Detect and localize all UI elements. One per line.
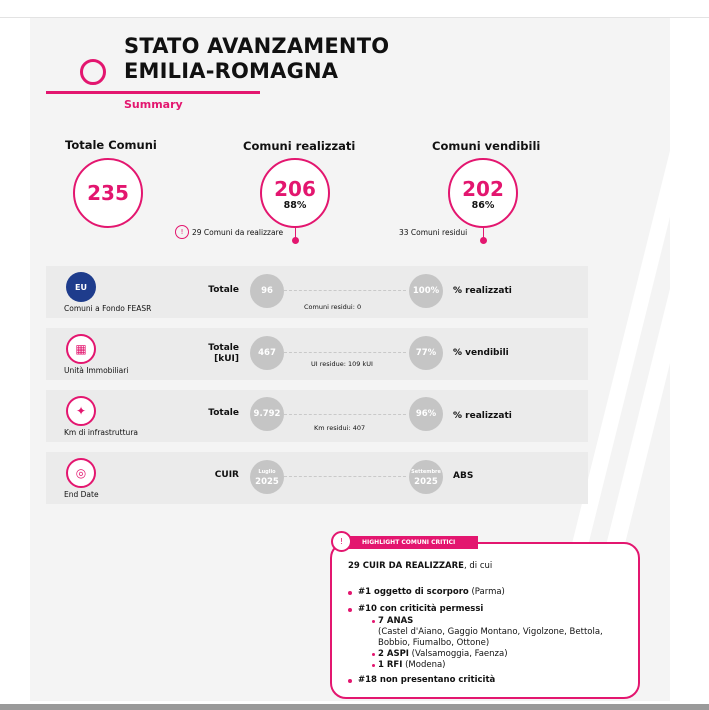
highlight-subitem: 2 ASPI (Valsamoggia, Faenza)	[378, 649, 508, 659]
network-icon: ✦	[66, 396, 96, 426]
row-total-label: CUIR	[214, 470, 239, 480]
bullet-icon	[348, 608, 352, 612]
kpi-realized-circle	[260, 158, 330, 228]
kpi-realized-note: 29 Comuni da realizzare	[192, 228, 284, 237]
kpi-label-total: Totale Comuni	[65, 138, 157, 152]
row-pct-circle: 96%	[409, 397, 443, 431]
highlight-subitem-detail: Bobbio, Fiumalbo, Ottone)	[378, 638, 490, 648]
row-total-label: Totale	[208, 285, 239, 295]
highlight-item: #1 oggetto di scorporo (Parma)	[358, 587, 505, 597]
highlight-item: #10 con criticità permessi	[358, 604, 484, 614]
target-icon: ◎	[66, 458, 96, 488]
row-divider	[284, 352, 406, 353]
row-pct-circle: 77%	[409, 336, 443, 370]
bullet-icon	[372, 664, 375, 667]
row-divider	[284, 290, 406, 291]
row-residual: Comuni residui: 0	[304, 303, 362, 311]
row-value-circle: 467	[250, 336, 284, 370]
warning-icon: !	[175, 225, 189, 239]
row-residual: UI residue: 109 kUI	[311, 360, 373, 368]
bullet-icon	[348, 591, 352, 595]
section-subtitle: Summary	[124, 98, 183, 111]
highlight-subitem: 7 ANAS	[378, 616, 414, 626]
row-value-circle: 96	[250, 274, 284, 308]
highlight-title: HIGHLIGHT COMUNI CRITICI	[348, 536, 478, 549]
kpi-total-circle	[73, 158, 143, 228]
row-divider	[284, 414, 406, 415]
alert-icon: !	[331, 531, 352, 552]
row-label: End Date	[64, 490, 99, 499]
metric-row-km	[46, 390, 588, 442]
row-pct-label: % realizzati	[453, 411, 512, 421]
kpi-label-realized: Comuni realizzati	[243, 139, 356, 153]
building-icon: ▦	[66, 334, 96, 364]
kpi-realized-value: 206	[274, 177, 316, 201]
metric-row-end-date	[46, 452, 588, 504]
start-date-circle: Luglio 2025	[250, 460, 284, 494]
row-value-circle: 9.792	[250, 397, 284, 431]
row-total-label: Totale [kUI]	[208, 343, 239, 364]
bullet-icon	[372, 653, 375, 656]
highlight-intro: 29 CUIR DA REALIZZARE, di cui	[348, 561, 493, 571]
bullet-icon	[348, 679, 352, 683]
kpi-label-sellable: Comuni vendibili	[432, 139, 541, 153]
highlight-item: #18 non presentano criticità	[358, 675, 496, 685]
row-residual: Km residui: 407	[314, 424, 366, 432]
kpi-sellable-circle	[448, 158, 518, 228]
kpi-sellable-pct: 86%	[471, 200, 495, 211]
row-label: Km di infrastruttura	[64, 428, 138, 437]
row-pct-label: % realizzati	[453, 286, 512, 296]
bullet-icon	[372, 620, 375, 623]
kpi-sellable-note: 33 Comuni residui	[399, 228, 468, 237]
end-date-circle: Settembre 2025	[409, 460, 443, 494]
kpi-total-value: 235	[87, 181, 129, 205]
row-pct-label: % vendibili	[453, 348, 509, 358]
row-label: Comuni a Fondo FEASR	[64, 304, 152, 313]
kpi-connector-dot	[480, 237, 487, 244]
highlight-subitem: 1 RFI (Modena)	[378, 660, 446, 670]
highlight-subitem-detail: (Castel d'Aiano, Gaggio Montano, Vigolzone, Bettola,	[378, 627, 603, 637]
kpi-realized-pct: 88%	[283, 200, 307, 211]
page-title: STATO AVANZAMENTO EMILIA-ROMAGNA	[124, 34, 390, 83]
bottom-scrollbar[interactable]	[0, 704, 709, 710]
row-divider	[284, 476, 406, 477]
row-pct-label: ABS	[453, 471, 474, 481]
row-label: Unità Immobiliari	[64, 366, 129, 375]
kpi-connector-dot	[292, 237, 299, 244]
title-ring-icon	[80, 59, 106, 85]
metric-row-ui	[46, 328, 588, 380]
row-total-label: Totale	[208, 408, 239, 418]
kpi-sellable-value: 202	[462, 177, 504, 201]
eu-flag-icon: EU	[66, 272, 96, 302]
row-pct-circle: 100%	[409, 274, 443, 308]
title-underline	[46, 91, 260, 94]
metric-row-feasr	[46, 266, 588, 318]
